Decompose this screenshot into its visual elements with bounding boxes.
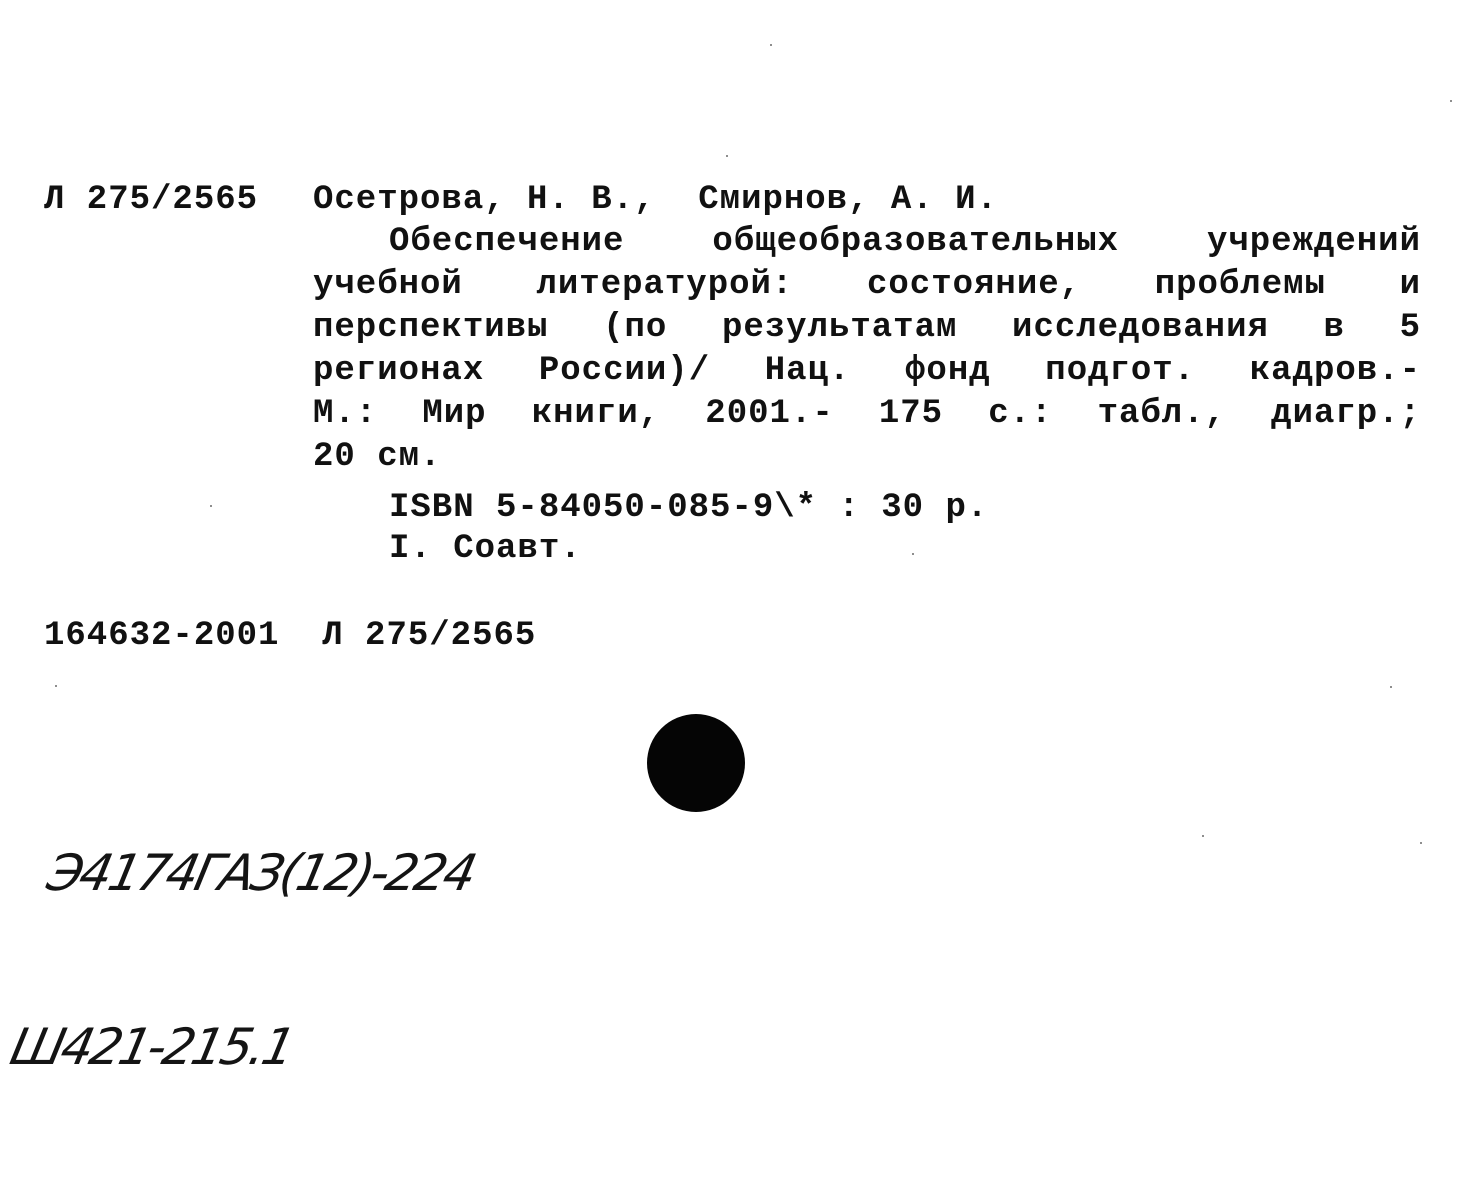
scan-speck	[770, 44, 772, 46]
handwritten-line: Э4174ГАЗ(12)-224	[42, 844, 480, 902]
scan-speck	[1450, 100, 1452, 102]
handwritten-line: Ш421-215.1	[5, 1018, 298, 1076]
scan-speck	[726, 155, 728, 157]
description-line: 20 см.	[313, 438, 442, 476]
scan-speck	[1202, 835, 1204, 837]
handwritten-classification	[0, 728, 504, 1192]
scan-speck	[912, 553, 914, 555]
description-line: регионах России)/ Нац. фонд подгот. кадров.-	[313, 352, 1421, 390]
punch-hole	[647, 714, 745, 812]
scan-speck	[210, 505, 212, 507]
scan-speck	[1390, 686, 1392, 688]
shelfmark: Л 275/2565	[44, 181, 259, 219]
scan-speck	[1420, 842, 1422, 844]
bibliographic-description	[313, 221, 1421, 479]
scan-speck	[55, 685, 57, 687]
authors-heading: Осетрова, Н. В., Смирнов, А. И.	[313, 181, 998, 219]
description-line: учебной литературой: состояние, проблемы и	[313, 266, 1421, 304]
description-line: Обеспечение общеобразовательных учреждений	[389, 223, 1421, 261]
inventory-line: 164632-2001 Л 275/2565	[44, 617, 537, 655]
description-line: перспективы (по результатам исследования в 5	[313, 309, 1421, 347]
isbn-line: ISBN 5-84050-085-9\* : 30 р.	[389, 489, 989, 527]
coauthor-entry: I. Соавт.	[389, 530, 582, 568]
description-line: М.: Мир книги, 2001.- 175 с.: табл., диагр.;	[313, 395, 1421, 433]
